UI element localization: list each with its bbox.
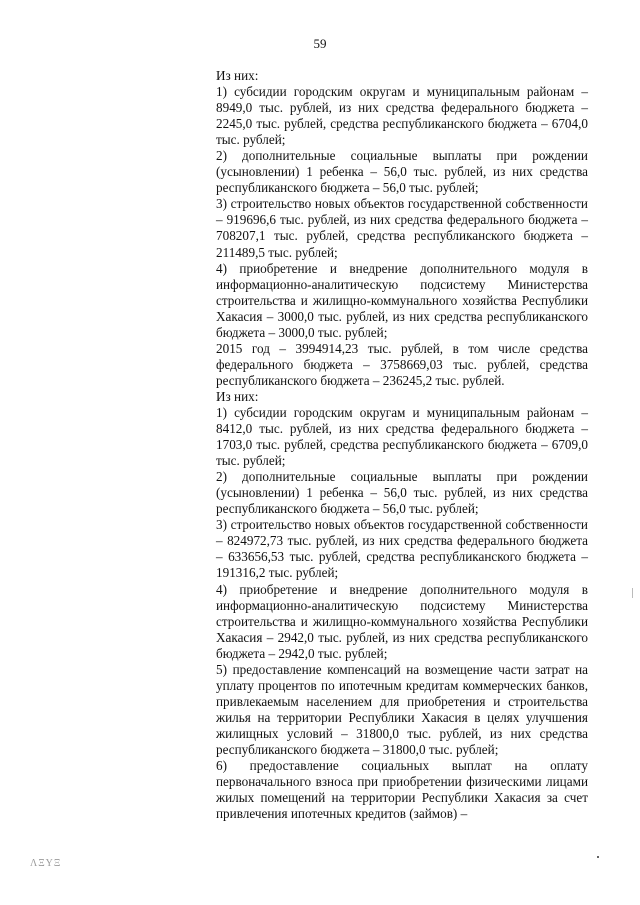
scan-edge-mark bbox=[632, 588, 633, 598]
footer-mark: ΛΞΥΞ bbox=[30, 858, 62, 869]
paragraph: 1) субсидии городским округам и муниципальным районам – 8412,0 тыс. рублей, из них средства федерального бюджета – 1703,0 тыс. рублей, средства республиканского бюджета – 6709,0 тыс. рублей; bbox=[216, 404, 588, 469]
paragraph: 4) приобретение и внедрение дополнительного модуля в информационно-аналитическую подсистему Министерства строительства и жилищно-коммунального хозяйства Республики Хакасия – 2942,0 тыс. рублей, из них средства республиканского бюджета – 2942,0 тыс. рублей; bbox=[216, 581, 588, 661]
paragraph: 2) дополнительные социальные выплаты при рождении (усыновлении) 1 ребенка – 56,0 тыс. рублей, из них средства республиканского бюджета – 56,0 тыс. рублей; bbox=[216, 469, 588, 517]
paragraph: 4) приобретение и внедрение дополнительного модуля в информационно-аналитическую подсистему Министерства строительства и жилищно-коммунального хозяйства Республики Хакасия – 3000,0 тыс. рублей, из них средства республиканского бюджета – 3000,0 тыс. рублей; bbox=[216, 260, 588, 340]
paragraph: 2) дополнительные социальные выплаты при рождении (усыновлении) 1 ребенка – 56,0 тыс. рублей, из них средства республиканского бюджета – 56,0 тыс. рублей; bbox=[216, 148, 588, 196]
paragraph: Из них: bbox=[216, 68, 259, 83]
paragraph: 5) предоставление компенсаций на возмещение части затрат на уплату процентов по ипотечным кредитам коммерческих банков, привлекаемым населением для приобретения и строительства жилья на территории Республики Хакасия в целях улучшения жилищных условий – 31800,0 тыс. рублей, из них средства республиканского бюджета – 31800,0 тыс. рублей; bbox=[216, 661, 588, 757]
paragraph: Из них: bbox=[216, 388, 259, 404]
paragraph: 2015 год – 3994914,23 тыс. рублей, в том числе средства федерального бюджета – 3758669,03 тыс. рублей, средства республиканского бюджета – 236245,2 тыс. рублей. bbox=[216, 340, 588, 388]
page-number: 59 bbox=[313, 36, 327, 51]
paragraph: 1) субсидии городским округам и муниципальным районам – 8949,0 тыс. рублей, из них средства федерального бюджета – 2245,0 тыс. рублей, средства республиканского бюджета – 6704,0 тыс. рублей; bbox=[216, 84, 588, 148]
paragraph: 3) строительство новых объектов государственной собственности – 824972,73 тыс. рублей, из них средства федерального бюджета – 633656,53 тыс. рублей, средства республиканского бюджета – 191316,2 тыс. рублей; bbox=[216, 517, 588, 581]
paragraph: 3) строительство новых объектов государственной собственности – 919696,6 тыс. рублей, из них средства федерального бюджета – 708207,1 тыс. рублей, средства республиканского бюджета – 211489,5 тыс. рублей; bbox=[216, 196, 588, 260]
document-body bbox=[216, 68, 588, 822]
scan-dot bbox=[597, 856, 599, 858]
paragraph: 6) предоставление социальных выплат на оплату первоначального взноса при приобретении физическими лицами жилых помещений на территории Республики Хакасия за счет привлечения ипотечных кредитов (займов) – bbox=[216, 758, 588, 822]
